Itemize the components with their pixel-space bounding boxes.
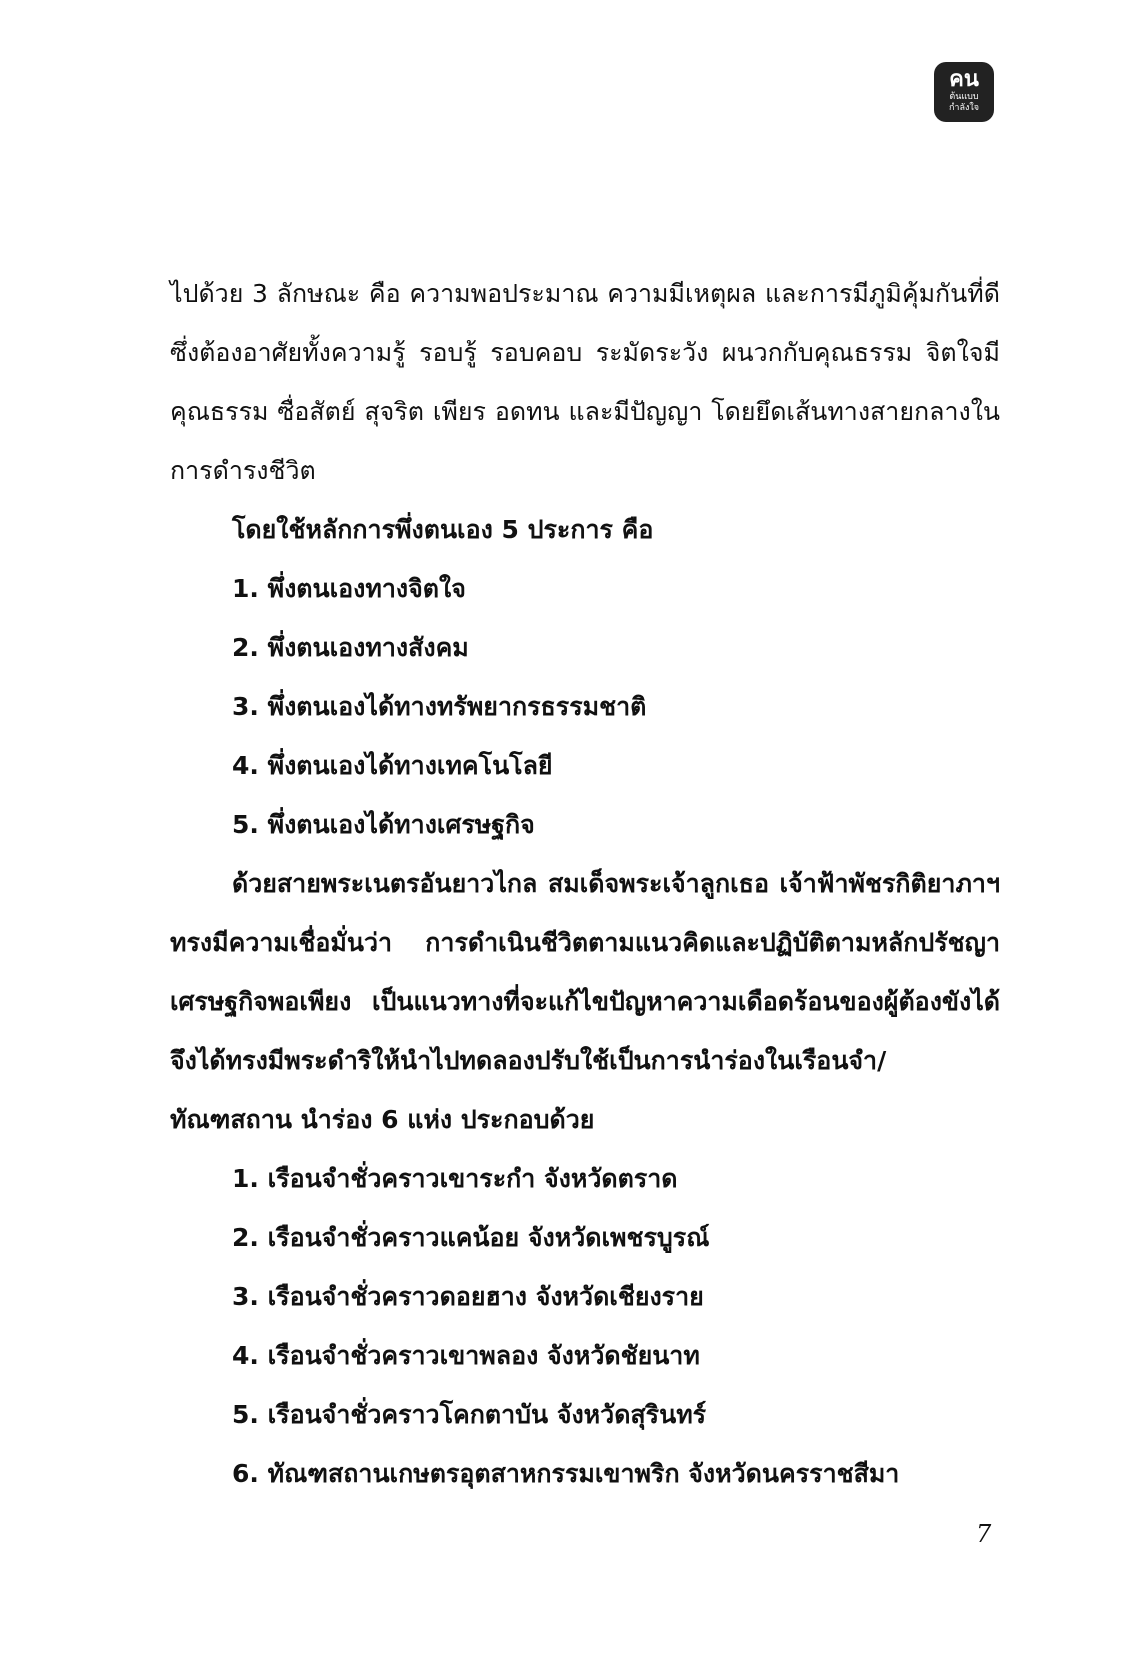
paragraph-royal-initiative: ด้วยสายพระเนตรอันยาวไกล สมเด็จพระเจ้าลูกเธอ เจ้าฟ้าพัชรกิติยาภาฯ ทรงมีความเชื่อมั่นว่า การดำเนินชีวิตตามแนวคิดและปฏิบัติตามหลักปรัชญาเศรษฐกิจพอเพียง เป็นแนวทางที่จะแก้ไขปัญหาความเดือดร้อนของผู้ต้องขังได้ จึงได้ทรงมีพระดำริให้นำไปทดลองปรับใช้เป็นการนำร่องในเรือนจำ/ทัณฑสถาน นำร่อง 6 แห่ง ประกอบด้วย [170,869,1000,1134]
list-item: 1. เรือนจำชั่วคราวเขาระกำ จังหวัดตราด [232,1164,678,1193]
list-item: 2. เรือนจำชั่วคราวแคน้อย จังหวัดเพชรบูรณ์ [232,1223,710,1252]
list-item: 4. พึ่งตนเองได้ทางเทคโนโลยี [232,751,553,780]
logo-subtitle-2: กำลังใจ [948,103,980,113]
list-item: 5. พึ่งตนเองได้ทางเศรษฐกิจ [232,810,535,839]
logo-title: คน [949,67,979,92]
publication-logo [934,62,994,122]
logo-subtitle-1: ต้นแบบ [949,92,979,102]
list-item: 1. พึ่งตนเองทางจิตใจ [232,574,466,603]
self-reliance-list [170,559,1000,854]
list-item: 3. พึ่งตนเองได้ทางทรัพยากรธรรมชาติ [232,692,647,721]
page-number: 7 [976,1520,992,1548]
paragraph-continuation: ไปด้วย 3 ลักษณะ คือ ความพอประมาณ ความมีเหตุผล และการมีภูมิคุ้มกันที่ดี ซึ่งต้องอาศัยทั้งความรู้ รอบรู้ รอบคอบ ระมัดระวัง ผนวกกับคุณธรรม จิตใจมีคุณธรรม ซื่อสัตย์ สุจริต เพียร อดทน และมีปัญญา โดยยึดเส้นทางสายกลางในการดำรงชีวิต [170,279,1000,485]
list-item: 5. เรือนจำชั่วคราวโคกตาบัน จังหวัดสุรินทร์ [232,1400,707,1429]
page-content [170,264,1000,1503]
list-item: 6. ทัณฑสถานเกษตรอุตสาหกรรมเขาพริก จังหวัดนครราชสีมา [232,1459,900,1488]
list-item: 3. เรือนจำชั่วคราวดอยฮาง จังหวัดเชียงราย [232,1282,704,1311]
list-item: 2. พึ่งตนเองทางสังคม [232,633,469,662]
paragraph-self-reliance-intro: โดยใช้หลักการพึ่งตนเอง 5 ประการ คือ [232,515,654,544]
list-item: 4. เรือนจำชั่วคราวเขาพลอง จังหวัดชัยนาท [232,1341,700,1370]
pilot-prisons-list [170,1149,1000,1503]
